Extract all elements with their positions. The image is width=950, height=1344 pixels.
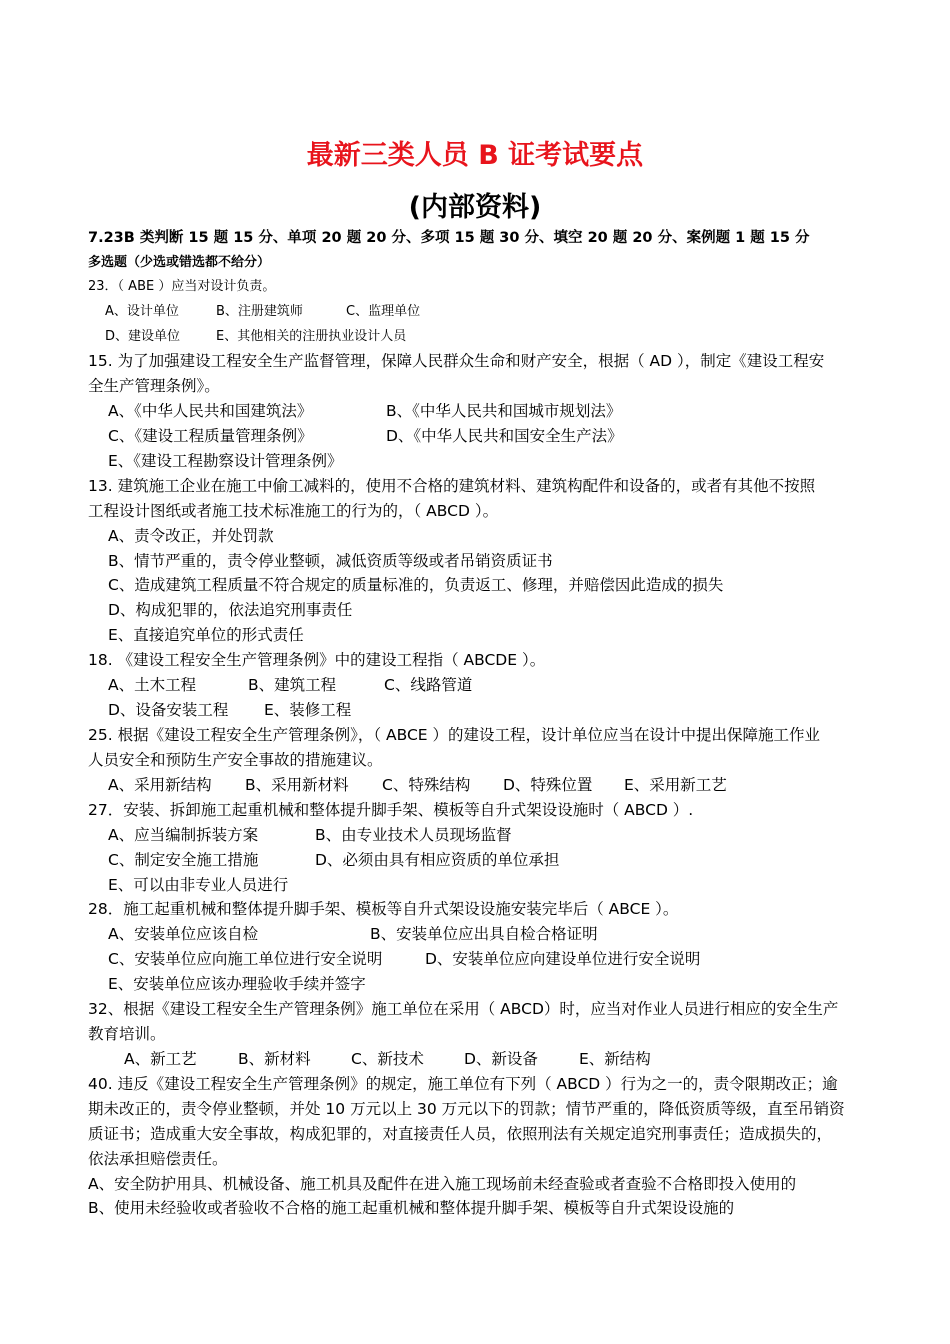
question-15-option-a: A、《中华人民共和国建筑法》 [108,402,313,420]
question-13-option-b: B、情节严重的，责令停业整顿，减低资质等级或者吊销资质证书 [108,552,553,570]
question-13-option-d: D、构成犯罪的，依法追究刑事责任 [108,601,353,619]
question-32-stem-line-1: 32、根据《建设工程安全生产管理条例》施工单位在采用（ ABCD）时，应当对作业人员进行相应的安全生产 [88,1000,839,1018]
question-27-option-a: A、应当编制拆装方案 [108,826,259,844]
question-15-option-d: D、《中华人民共和国安全生产法》 [386,427,623,445]
question-28-option-d: D、安装单位应向建设单位进行安全说明 [425,950,701,968]
question-25-option-e: E、采用新工艺 [624,776,727,794]
question-18-option-d: D、设备安装工程 [108,701,229,719]
question-40-stem-line-2: 期未改正的，责令停业整顿，并处 10 万元以上 30 万元以下的罚款；情节严重的，降低资质等级，直至吊销资 [88,1100,845,1118]
question-15-stem-line-1: 15. 为了加强建设工程安全生产监督管理，保障人民群众生命和财产安全，根据（ AD ），制定《建设工程安 [88,352,825,370]
question-32-option-a: A、新工艺 [124,1050,197,1068]
question-23-option-d: D、建设单位 [105,329,181,344]
question-18-option-b: B、建筑工程 [248,676,337,694]
question-13-option-c: C、造成建筑工程质量不符合规定的质量标准的，负责返工、修理，并赔偿因此造成的损失 [108,576,724,594]
question-40-stem-line-1: 40. 违反《建设工程安全生产管理条例》的规定，施工单位有下列（ ABCD ）行为之一的，责令限期改正；逾 [88,1075,838,1093]
question-15-option-c: C、《建设工程质量管理条例》 [108,427,313,445]
question-15-option-e: E、《建设工程勘察设计管理条例》 [108,452,343,470]
question-28-option-b: B、安装单位应出具自检合格证明 [370,925,598,943]
question-27-option-c: C、制定安全施工措施 [108,851,259,869]
question-40-stem-line-3: 质证书；造成重大安全事故，构成犯罪的，对直接责任人员，依照刑法有关规定追究刑事责任；造成损失的， [88,1125,833,1143]
question-28-option-e: E、安装单位应该办理验收手续并签字 [108,975,366,993]
question-18-stem: 18. 《建设工程安全生产管理条例》中的建设工程指（ ABCDE ）。 [88,651,546,669]
question-32-option-d: D、新设备 [464,1050,538,1068]
question-28-stem: 28．施工起重机械和整体提升脚手架、模板等自升式架设设施安装完毕后（ ABCE ）。 [88,900,679,918]
question-28-option-c: C、安装单位应向施工单位进行安全说明 [108,950,383,968]
question-32-option-b: B、新材料 [238,1050,311,1068]
question-32-option-c: C、新技术 [351,1050,424,1068]
question-15-option-b: B、《中华人民共和国城市规划法》 [386,402,622,420]
question-27-option-b: B、由专业技术人员现场监督 [315,826,512,844]
question-23-option-a: A、设计单位 [105,304,179,319]
question-40-stem-line-4: 依法承担赔偿责任。 [88,1150,228,1168]
question-23-option-e: E、其他相关的注册执业设计人员 [216,329,407,344]
question-23-option-c: C、监理单位 [346,304,421,319]
question-18-option-c: C、线路管道 [384,676,473,694]
question-18-option-e: E、装修工程 [264,701,352,719]
question-23-stem: 23．（ ABE ）应当对设计负责。 [88,279,276,294]
question-28-option-a: A、安装单位应该自检 [108,925,259,943]
exam-structure-note: 7.23B 类判断 15 题 15 分、单项 20 题 20 分、多项 15 题 30 分、填空 20 题 20 分、案例题 1 题 15 分 [88,230,810,246]
question-13-option-e: E、直接追究单位的形式责任 [108,626,304,644]
question-40-option-b: B、使用未经验收或者验收不合格的施工起重机械和整体提升脚手架、模板等自升式架设设施的 [88,1199,735,1217]
question-27-option-d: D、必须由具有相应资质的单位承担 [315,851,560,869]
question-27-stem: 27．安装、拆卸施工起重机械和整体提升脚手架、模板等自升式架设设施时（ ABCD ）. [88,801,694,819]
section-heading: 多选题（少选或错选都不给分） [88,255,271,270]
document-title: 最新三类人员 B 证考试要点 [306,140,644,171]
question-13-stem-line-2: 工程设计图纸或者施工技术标准施工的行为的，（ ABCD ）。 [88,502,499,520]
question-25-stem-line-2: 人员安全和预防生产安全事故的措施建议。 [88,751,383,769]
question-25-option-d: D、特殊位置 [503,776,593,794]
question-15-stem-line-2: 全生产管理条例》。 [88,377,220,395]
question-25-option-c: C、特殊结构 [382,776,471,794]
question-40-option-a: A、安全防护用具、机械设备、施工机具及配件在进入施工现场前未经查验或者查验不合格即投入使用的 [88,1175,797,1193]
question-32-stem-line-2: 教育培训。 [88,1025,166,1043]
document-subtitle: (内部资料) [408,192,542,223]
question-13-stem-line-1: 13. 建筑施工企业在施工中偷工减料的，使用不合格的建筑材料、建筑构配件和设备的，或者有其他不按照 [88,477,816,495]
question-25-option-b: B、采用新材料 [245,776,349,794]
question-13-option-a: A、责令改正，并处罚款 [108,527,274,545]
question-25-stem-line-1: 25. 根据《建设工程安全生产管理条例》，（ ABCE ）的建设工程，设计单位应当在设计中提出保障施工作业 [88,726,821,744]
question-18-option-a: A、土木工程 [108,676,197,694]
question-27-option-e: E、可以由非专业人员进行 [108,876,289,894]
question-25-option-a: A、采用新结构 [108,776,212,794]
question-23-option-b: B、注册建筑师 [216,304,303,319]
question-32-option-e: E、新结构 [579,1050,651,1068]
